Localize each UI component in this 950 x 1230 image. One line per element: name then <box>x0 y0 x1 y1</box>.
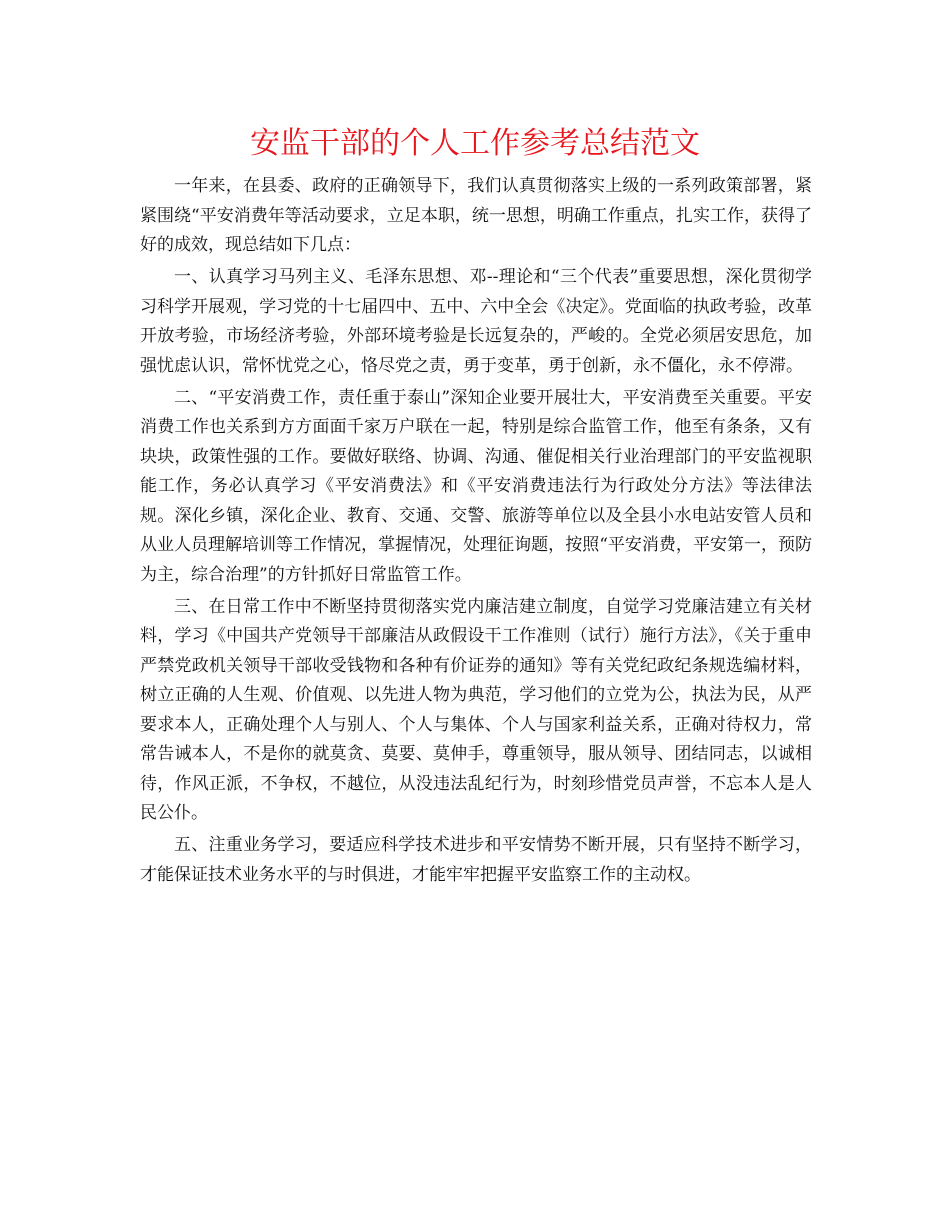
paragraph-intro: 一年来，在县委、政府的正确领导下，我们认真贯彻落实上级的一系列政策部署，紧紧围绕“平安消费年等活动要求，立足本职，统一思想，明确工作重点，扎实工作，获得了好的成效，现总结如下几点： <box>140 176 812 255</box>
paragraph-section-2: 二、“平安消费工作，责任重于泰山”深知企业要开展壮大，平安消费至关重要。平安消费工作也关系到方方面面千家万户联在一起，特别是综合监管工作，他至有条条，又有块块，政策性强的工作。要做好联络、协调、沟通、催促相关行业治理部门的平安监视职能工作，务必认真学习《平安消费法》和《平安消费违法行为行政处分方法》等法律法规。深化乡镇，深化企业、教育、交通、交警、旅游等单位以及全县小水电站安管人员和从业人员理解培训等工作情况，掌握情况，处理征询题，按照“平安消费，平安第一，预防为主，综合治理”的方针抓好日常监管工作。 <box>140 387 812 585</box>
paragraph-section-5: 五、注重业务学习，要适应科学技术进步和平安情势不断开展，只有坚持不断学习，才能保证技术业务水平的与时俱进，才能牢牢把握平安监察工作的主动权。 <box>140 835 812 885</box>
document-body <box>140 172 812 893</box>
document-title: 安监干部的个人工作参考总结范文 <box>250 126 700 161</box>
paragraph-section-1: 一、认真学习马列主义、毛泽东思想、邓--理论和“三个代表”重要思想，深化贯彻学习科学开展观，学习党的十七届四中、五中、六中全会《决定》。党面临的执政考验，改革开放考验，市场经济考验，外部环境考验是长远复杂的，严峻的。全党必须居安思危，加强忧虑认识，常怀忧党之心，恪尽党之责，勇于变革，勇于创新，永不僵化，永不停滞。 <box>140 267 812 376</box>
paragraph-section-3: 三、在日常工作中不断坚持贯彻落实党内廉洁建立制度，自觉学习党廉洁建立有关材料，学习《中国共产党领导干部廉洁从政假设干工作准则（试行）施行方法》，《关于重申严禁党政机关领导干部收受钱物和各种有价证券的通知》等有关党纪政纪条规选编材料，树立正确的人生观、价值观、以先进人物为典范，学习他们的立党为公，执法为民，从严要求本人，正确处理个人与别人、个人与集体、个人与国家利益关系，正确对待权力，常常告诫本人，不是你的就莫贪、莫要、莫伸手，尊重领导，服从领导、团结同志，以诚相待，作风正派，不争权，不越位，从没违法乱纪行为，时刻珍惜党员声誉，不忘本人是人民公仆。 <box>140 596 812 823</box>
